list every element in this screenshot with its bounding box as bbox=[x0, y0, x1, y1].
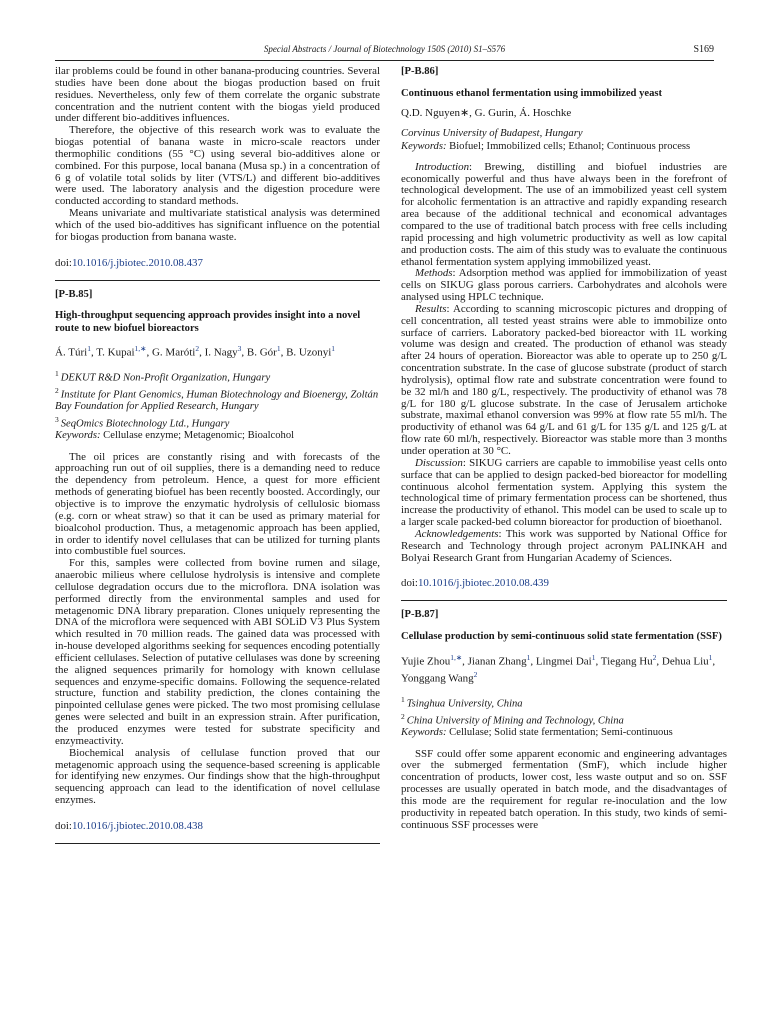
body-paragraph: For this, samples were collected from bovine rumen and silage, anaerobic milieus where cellulose hydrolysis is intensive and complete cellulose degradation occurs due to the microflora. DNA isolation was performed directly from the environmental samples and used for metagenomic DNA library preparation. Clones uniquely representing the DNA of the microflora were sequenced with ABI SOLiD V3 Plus System which resulted in 70 million reads. The gained data was processed with in-house developed algorithms seeking for sequences encoding potentially efficient cellulases. Selection of putative cellulases was done by screening the aligned sequences primarily for homology with known cellulase sequences and enzyme-specific domains. Following the sequence-related structure, function and stability prediction, the clones containing the pinpointed cellulase genes were picked. The two most promising cellulase genes were selected and built in an expression strain. After purification, the produced enzymes were tested for substrate specificity and enzymeactivity. bbox=[55, 557, 380, 747]
abstract-title: Cellulase production by semi-continuous solid state fermentation (SSF) bbox=[401, 631, 722, 643]
page-number: S169 bbox=[693, 44, 714, 55]
keywords: Keywords: Biofuel; Immobilized cells; Ethanol; Continuous process bbox=[401, 140, 691, 152]
header-rule bbox=[55, 60, 714, 61]
continued-paragraph: Means univariate and multivariate statistical analysis was determined which of the used bio-additives has significant influence on the potential for biogas production from banana waste. bbox=[55, 207, 380, 243]
abstract-pb85 bbox=[55, 289, 380, 844]
affiliation: $^1$ Tsinghua University, China bbox=[401, 694, 523, 710]
abstract-pb86 bbox=[401, 66, 727, 601]
doi-link[interactable]: 10.1016/j.jbiotec.2010.08.439 bbox=[417, 577, 549, 590]
doi-link[interactable]: 10.1016/j.jbiotec.2010.08.437 bbox=[71, 256, 203, 269]
section-methods: Methods: Adsorption method was applied for immobilization of yeast cells on SIKUG glass porous carriers. Carbohydrates and alcohols were analysed using HPLC technique. bbox=[401, 267, 727, 304]
doi-link[interactable]: 10.1016/j.jbiotec.2010.08.438 bbox=[71, 819, 203, 832]
doi-line: doi:10.1016/j.jbiotec.2010.08.437 bbox=[55, 256, 203, 269]
keywords: Keywords: Cellulase; Solid state fermentation; Semi-continuous bbox=[401, 727, 673, 739]
author-list: Á. Túri$^1$, T. Kupai$^{1,∗}$, G. Maróti$^2$, I. Nagy$^3$, B. Gór$^1$, B. Uzonyi$^1$ bbox=[55, 344, 336, 359]
abstract-pb87 bbox=[401, 609, 727, 831]
section-results: Results: According to scanning microscopic pictures and dropping of cell concentration, all tested yeast strains were able to immobilize onto surface of carriers. Laboratory packed-bed bioreactor with 1L working volume was design and created. The production of ethanol was steady after 24 hours of operation. Bioreactor was able to operate up to 250 g/L concentration substrate. In the case of glucose substrate (product of starch hydrolysis), optimal flow rate and substrate concentration were found to be 32 ml/h and 180 g/L, respectively. The productivity of ethanol was 78 g/L for 180 g/L glucose substrate. In the case of Jerusalem artichoke substrate, maximal ethanol conversion was 99% at flow rate 55 ml/h. The productivity of ethanol was 64 g/L and 61 g/L for 135 g/L and 125 g/L at flow rate 60 ml/h, respectively. Bioreactor was stable more than 3 months under operation at 30 °C. bbox=[401, 302, 727, 457]
abstract-code: [P-B.86] bbox=[401, 66, 439, 77]
journal-citation: Special Abstracts / Journal of Biotechnology 150S (2010) S1–S576 bbox=[263, 44, 506, 54]
author-list: Yujie Zhou$^{1,∗}$, Jianan Zhang$^1$, Lingmei Dai$^1$, Tiegang Hu$^2$, Dehua Liu$^1$, Yonggang Wang$^2$ bbox=[401, 652, 716, 685]
left-column bbox=[55, 66, 380, 852]
abstract-code: [P-B.85] bbox=[55, 288, 93, 300]
body-paragraph: The oil prices are constantly rising and with forecasts of the approaching run out of oil supplies, there is a demanding need to reduce the dependency from petroleum. Hence, a quest for more efficient methods of generating biofuel has been recently boosted. Accordingly, our objective is to improve the enzymatic hydrolysis of cellulosic biomass (e.g. corn or wheat straw) so that it can be used as primary material for bioalcohol production. Thus, a metagenomic approach has been applied, in order to identify novel cellulases that can be utilized for turning plants into combustible fuel sources. bbox=[55, 450, 380, 558]
section-discussion: Discussion: SIKUG carriers are capable to immobilise yeast cells onto surface that can be applied to design packed-bed bioreactor for modelling continuous alcohol fermentation system. Applying this system the technological time of primary fermentation process can be shortened, thus increase the productivity of ethanol. This model can be used to scale up to a larger scale packed-bed column bioreactor for production of bioethanol. bbox=[401, 456, 727, 529]
abstract-separator bbox=[55, 843, 380, 844]
abstract-code: [P-B.87] bbox=[401, 609, 439, 621]
right-column bbox=[401, 66, 727, 832]
continued-paragraph: Therefore, the objective of this research work was to evaluate the biogas potential of banana waste in micro-scale reactors under thermophilic conditions (55 °C) using several bio-additives alone or combined. For this purpose, local banana (Musa sp.) in a concentration of 6 g of volatile total solids by liter (VTS/L) and different bio-additives were used. The laboratory analysis and the digestion procedure were conducted according to standard methods. bbox=[55, 124, 380, 208]
affiliation: $^2$ China University of Mining and Technology, China bbox=[401, 711, 624, 727]
affiliation: $^3$ SeqOmics Biotechnology Ltd., Hungary bbox=[55, 414, 230, 430]
section-introduction: Introduction: Brewing, distilling and biofuel industries are economically powerful and thus have always been in the forefront of technological development. The use of an immobilized yeast cell system for alcoholic fermentation is an attractive and rapidly expanding research area because of the additional technical and economical advantages compared to the use of traditional batch process with free cells including rapid processing and high volumetric productivity as well as low capital and production costs. The aim of this study was to evaluate the continuous ethanol fermentation system applying immobilized yeast. bbox=[401, 160, 727, 268]
abstract-separator bbox=[55, 280, 380, 281]
body-paragraph: SSF could offer some apparent economic and engineering advantages over the submerged fermentation (SmF), which include higher concentration of products, lower cost, less waste output and so on. SSF processes are usually operated in batch mode, and the disadvantages of this mode are the requirement for regular re-inoculation and the low productivity in repeated batch operation. In this study, two kinds of semi-continuous SSF processes were bbox=[401, 747, 727, 831]
body-paragraph: Biochemical analysis of cellulase function proved that our metagenomic approach using the sequence-based screening is applicable for identifying new enzymes. Our findings show that the high-throughput sequencing approach can lead to the identification of novel cellulase enzymes. bbox=[55, 746, 380, 807]
abstract-title: Continuous ethanol fermentation using immobilized yeast bbox=[401, 87, 663, 99]
affiliation: $^1$ DEKUT R&D Non-Profit Organization, Hungary bbox=[55, 369, 271, 384]
affiliation: Corvinus University of Budapest, Hungary bbox=[401, 128, 583, 140]
author-list: Q.D. Nguyen∗, G. Gurin, Á. Hoschke bbox=[401, 107, 572, 120]
doi-line: doi:10.1016/j.jbiotec.2010.08.438 bbox=[55, 819, 203, 832]
abstract-title: High-throughput sequencing approach provides insight into a novel route to new biofuel bioreactors bbox=[55, 310, 361, 334]
running-header bbox=[55, 44, 714, 60]
abstract-separator bbox=[401, 600, 727, 601]
doi-line: doi:10.1016/j.jbiotec.2010.08.439 bbox=[401, 577, 549, 590]
affiliation: $^2$ Institute for Plant Genomics, Human Biotechnology and Bioenergy, Zoltán Bay Foundation for Applied Research, Hungary bbox=[55, 385, 379, 413]
section-acknowledgements: Acknowledgements: This work was supported by National Office for Research and Technology through project acronym PALINKAH and Bolyai Research Grant from Hungarian Academy of Sciences. bbox=[401, 527, 727, 564]
continued-paragraph: ilar problems could be found in other banana-producing countries. Several studies have been done about the biogas production based on fruit residues. Nevertheless, only few of them correlate the organic substrate concentration and the nutrient content with the biogas yield produced under different bio-additives influences. bbox=[55, 65, 380, 125]
keywords: Keywords: Cellulase enzyme; Metagenomic; Bioalcohol bbox=[55, 430, 295, 442]
